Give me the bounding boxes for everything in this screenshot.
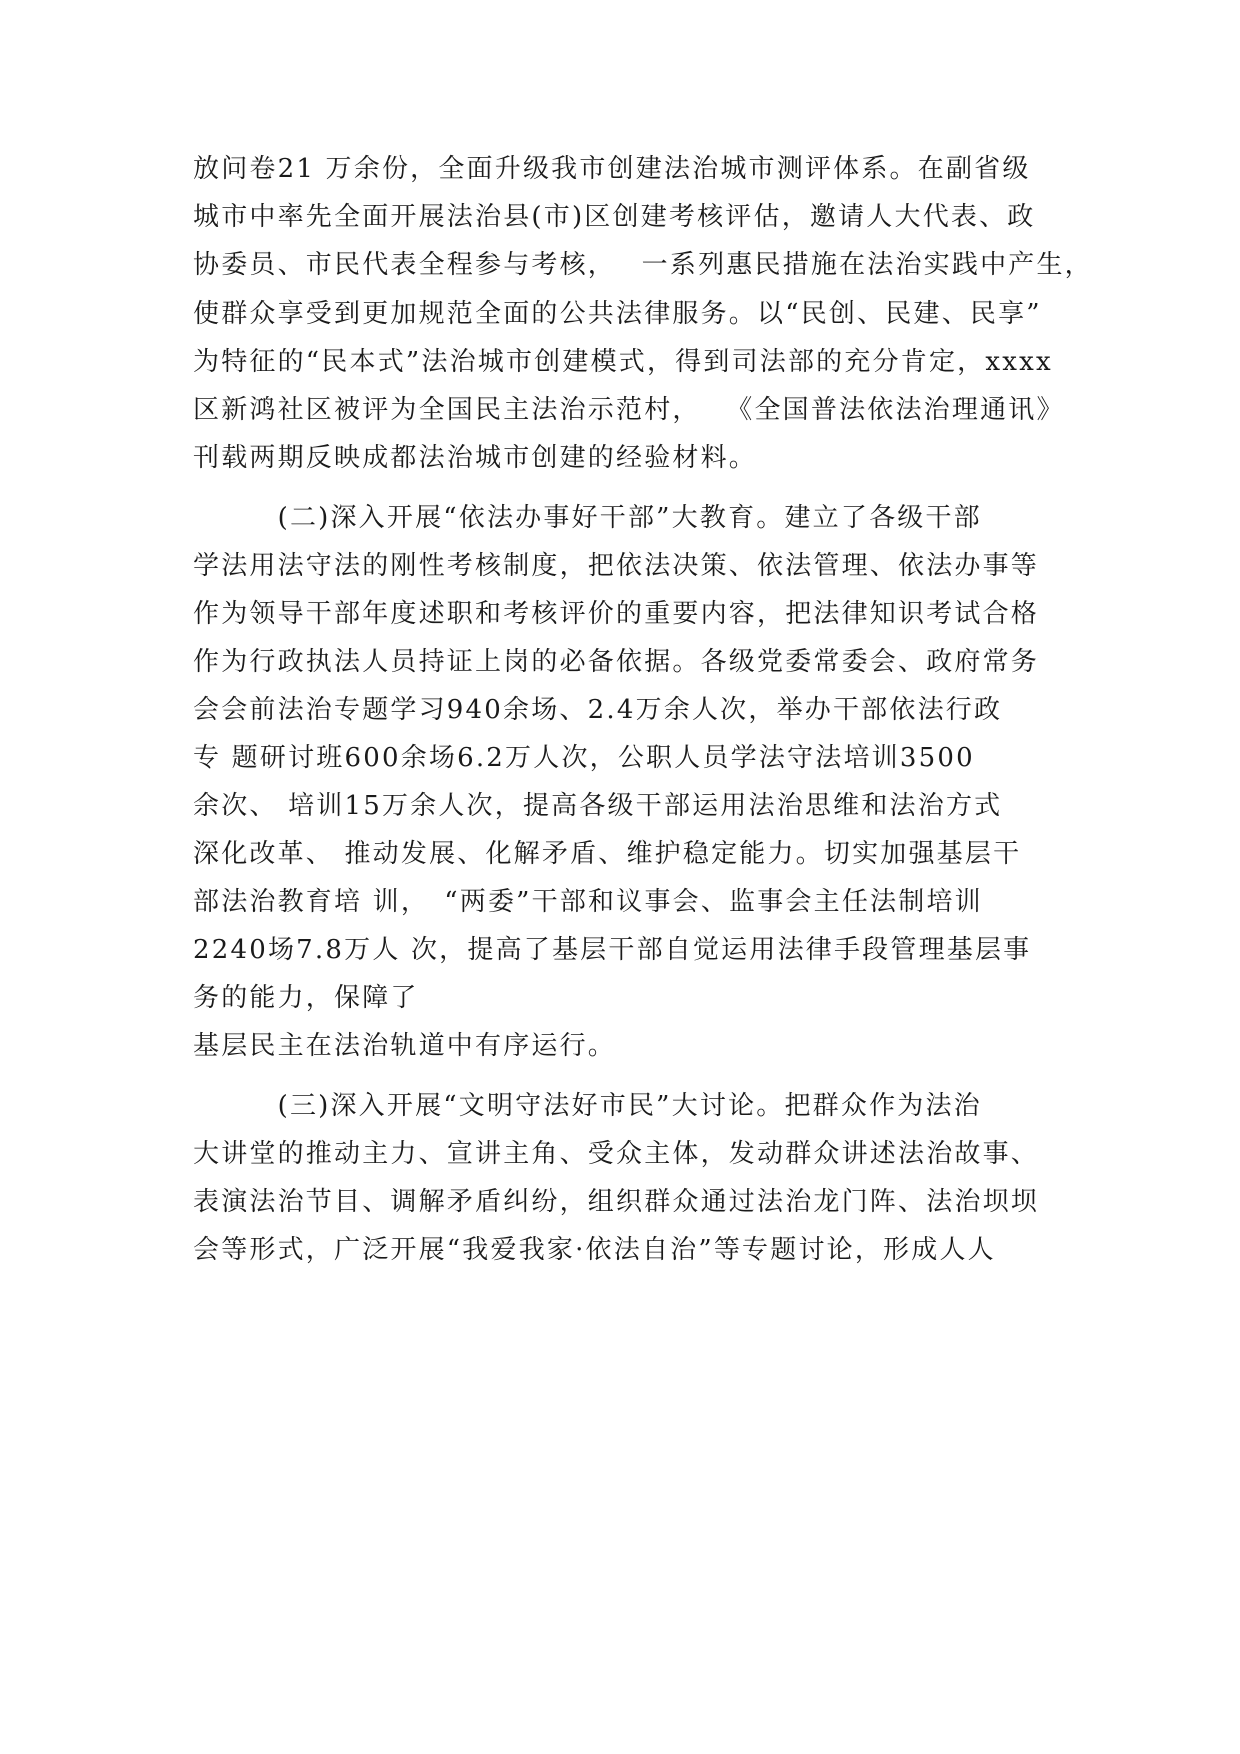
text-line: 大讲堂的推动主力、宣讲主角、受众主体，发动群众讲述法治故事、 <box>193 1139 1040 1169</box>
text-line: 专 题研讨班600余场6.2万人次，公职人员学法守法培训3500 <box>193 743 975 773</box>
text-line: 会等形式，广泛开展“我爱我家·依法自治”等专题讨论，形成人人 <box>193 1235 996 1265</box>
text-line: 作为领导干部年度述职和考核评价的重要内容，把法律知识考试合格 <box>193 599 1040 629</box>
text-line: 协委员、市民代表全程参与考核， 一系列惠民措施在法治实践中产生， <box>193 250 1093 280</box>
text-line: 刊载两期反映成都法治城市创建的经验材料。 <box>193 443 758 473</box>
text-line: 余次、 培训15万余人次，提高各级干部运用法治思维和法治方式 <box>193 791 1003 821</box>
text-line: 区新鸿社区被评为全国民主法治示范村， 《全国普法依法治理通讯》 <box>193 395 1065 425</box>
text-line: 2240场7.8万人 次，提高了基层干部自觉运用法律手段管理基层事 <box>193 935 1032 965</box>
text-line: (二)深入开展“依法办事好干部”大教育。建立了各级干部 <box>193 503 982 533</box>
text-line: 使群众享受到更加规范全面的公共法律服务。以“民创、民建、民享” <box>193 299 1042 329</box>
text-line: 学法用法守法的刚性考核制度，把依法决策、依法管理、依法办事等 <box>193 551 1040 581</box>
text-line: (三)深入开展“文明守法好市民”大讨论。把群众作为法治 <box>193 1091 982 1121</box>
text-line: 基层民主在法治轨道中有序运行。 <box>193 1031 617 1061</box>
text-line: 放问卷21 万余份，全面升级我市创建法治城市测评体系。在副省级 <box>193 154 1031 184</box>
text-line: 作为行政执法人员持证上岗的必备依据。各级党委常委会、政府常务 <box>193 647 1040 677</box>
text-line: 为特征的“民本式”法治城市创建模式，得到司法部的充分肯定，xxxx <box>193 347 1053 377</box>
text-line: 会会前法治专题学习940余场、2.4万余人次，举办干部依法行政 <box>193 695 1003 725</box>
text-line: 城市中率先全面开展法治县(市)区创建考核评估，邀请人大代表、政 <box>193 202 1036 232</box>
text-line: 务的能力，保障了 <box>193 983 419 1013</box>
text-line: 部法治教育培 训， “两委”干部和议事会、监事会主任法制培训 <box>193 887 983 917</box>
text-line: 深化改革、 推动发展、化解矛盾、维护稳定能力。切实加强基层干 <box>193 839 1022 869</box>
text-line: 表演法治节目、调解矛盾纠纷，组织群众通过法治龙门阵、法治坝坝 <box>193 1187 1040 1217</box>
